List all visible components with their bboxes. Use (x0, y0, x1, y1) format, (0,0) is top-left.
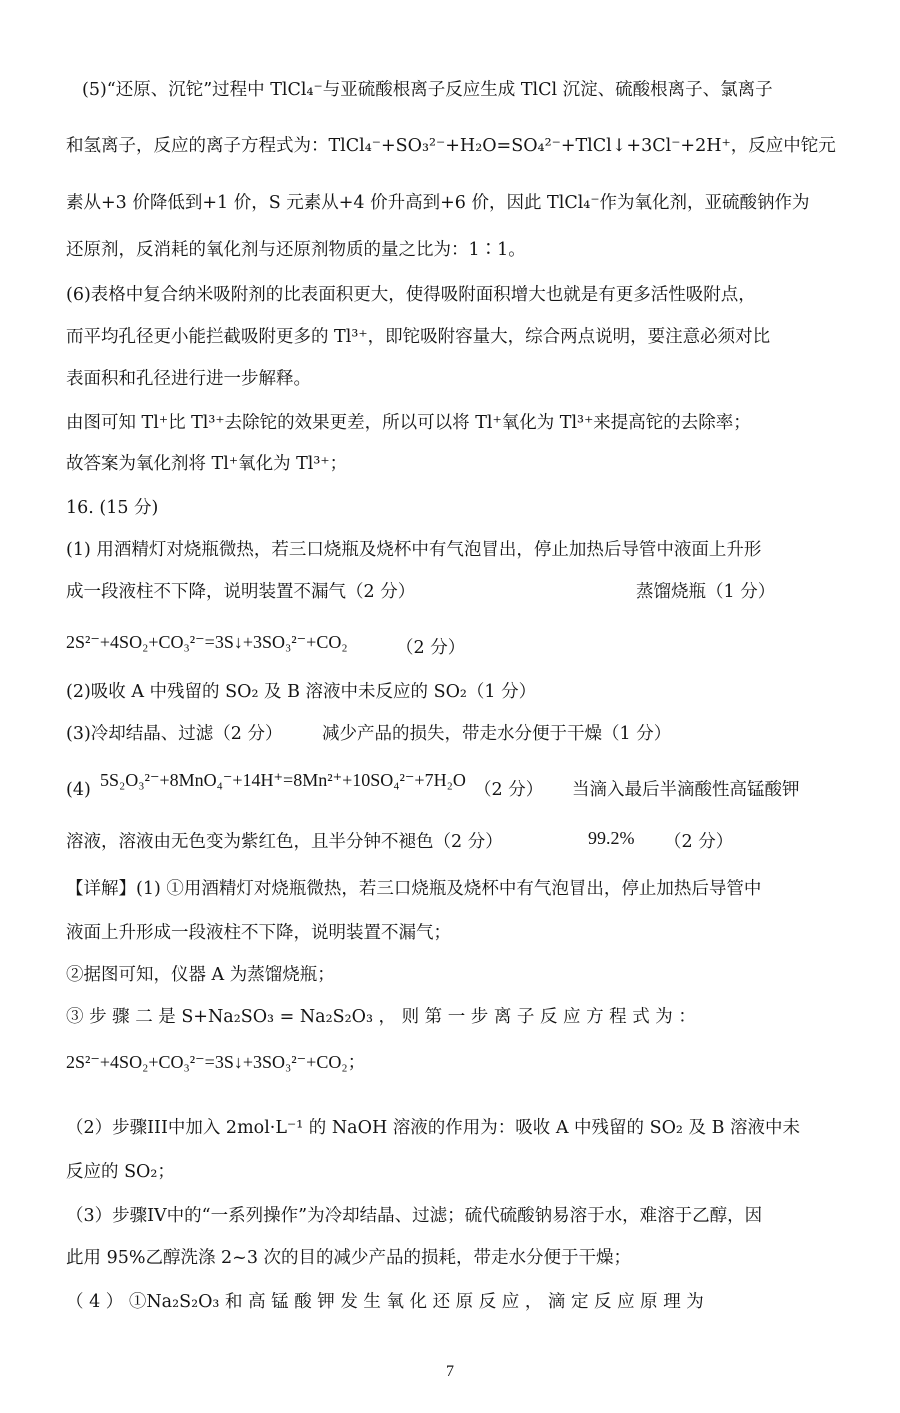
score-note: （2 分） (396, 638, 466, 658)
equation: 2S²⁻+4SO₂+CO₃²⁻=3S↓+3SO₃²⁻+CO₂ (66, 632, 348, 652)
text-line: (4) (66, 780, 91, 800)
text-line: 素从+3 价降低到+1 价，S 元素从+4 价升高到+6 价，因此 TlCl₄⁻作为氧化剂，亚硫酸钠作为 (66, 193, 810, 213)
text-line: (2)吸收 A 中残留的 SO₂ 及 B 溶液中未反应的 SO₂（1 分） (66, 682, 537, 702)
text-line: ③ 步 骤 二 是 S+Na₂SO₃ = Na₂S₂O₃ ， 则 第 一 步 离 子 反 应 方 程 式 为 ： (66, 1007, 696, 1027)
text-line: 溶液，溶液由无色变为紫红色，且半分钟不褪色（2 分） (66, 832, 503, 852)
text-line: 故答案为氧化剂将 Tl⁺氧化为 Tl³⁺； (66, 454, 348, 474)
text-line: (1) 用酒精灯对烧瓶微热，若三口烧瓶及烧杯中有气泡冒出，停止加热后导管中液面上升形 (66, 540, 762, 560)
equation: 5S₂O₃²⁻+8MnO₄⁻+14H⁺=8Mn²⁺+10SO₄²⁻+7H₂O (100, 770, 466, 790)
text-line: 减少产品的损失，带走水分便于干燥（1 分） (322, 724, 672, 744)
text-line: (3)冷却结晶、过滤（2 分） (66, 724, 283, 744)
text-line: 【详解】(1) ①用酒精灯对烧瓶微热，若三口烧瓶及烧杯中有气泡冒出，停止加热后导管中 (66, 879, 762, 899)
text-line: 和氢离子，反应的离子方程式为：TlCl₄⁻+SO₃²⁻+H₂O=SO₄²⁻+TlCl↓+3Cl⁻+2H⁺，反应中铊元 (66, 136, 836, 156)
page-number: 7 (446, 1363, 454, 1380)
text-line: 而平均孔径更小能拦截吸附更多的 Tl³⁺，即铊吸附容量大，综合两点说明，要注意必须对比 (66, 327, 771, 347)
answer-value: 99.2% (588, 828, 635, 848)
text-line: （3）步骤IV中的“一系列操作”为冷却结晶、过滤；硫代硫酸钠易溶于水，难溶于乙醇，因 (66, 1206, 763, 1226)
score-note: （2 分） (664, 832, 734, 852)
text-line: ②据图可知，仪器 A 为蒸馏烧瓶； (66, 965, 335, 985)
score-note: （2 分） (474, 780, 544, 800)
question-heading: 16. (15 分) (66, 498, 159, 518)
text-line: 蒸馏烧瓶（1 分） (636, 582, 776, 602)
text-line: 反应的 SO₂； (66, 1162, 175, 1182)
text-line: 成一段液柱不下降，说明装置不漏气（2 分） (66, 582, 416, 602)
text-line: 由图可知 Tl⁺比 Tl³⁺去除铊的效果更差，所以可以将 Tl⁺氧化为 Tl³⁺来提高铊的去除率； (66, 413, 751, 433)
text-line: 表面积和孔径进行进一步解释。 (66, 369, 311, 389)
text-line: 当滴入最后半滴酸性高锰酸钾 (572, 780, 800, 800)
text-line: (6)表格中复合纳米吸附剂的比表面积更大，使得吸附面积增大也就是有更多活性吸附点， (66, 285, 756, 305)
text-line: 液面上升形成一段液柱不下降，说明装置不漏气； (66, 923, 451, 943)
text-line: 此用 95%乙醇洗涤 2~3 次的目的减少产品的损耗，带走水分便于干燥； (66, 1248, 632, 1268)
text-line: （ 4 ） ①Na₂S₂O₃ 和 高 锰 酸 钾 发 生 氧 化 还 原 反 应 ， 滴 定 反 应 原 理 为 (66, 1292, 704, 1312)
text-line: （2）步骤III中加入 2mol·L⁻¹ 的 NaOH 溶液的作用为：吸收 A 中残留的 SO₂ 及 B 溶液中未 (66, 1118, 800, 1138)
text-line: (5)“还原、沉铊”过程中 TlCl₄⁻与亚硫酸根离子反应生成 TlCl 沉淀、硫酸根离子、氯离子 (82, 80, 773, 100)
equation: 2S²⁻+4SO₂+CO₃²⁻=3S↓+3SO₃²⁻+CO₂； (66, 1052, 366, 1072)
text-line: 还原剂，反消耗的氧化剂与还原剂物质的量之比为：1∶1。 (66, 240, 526, 260)
